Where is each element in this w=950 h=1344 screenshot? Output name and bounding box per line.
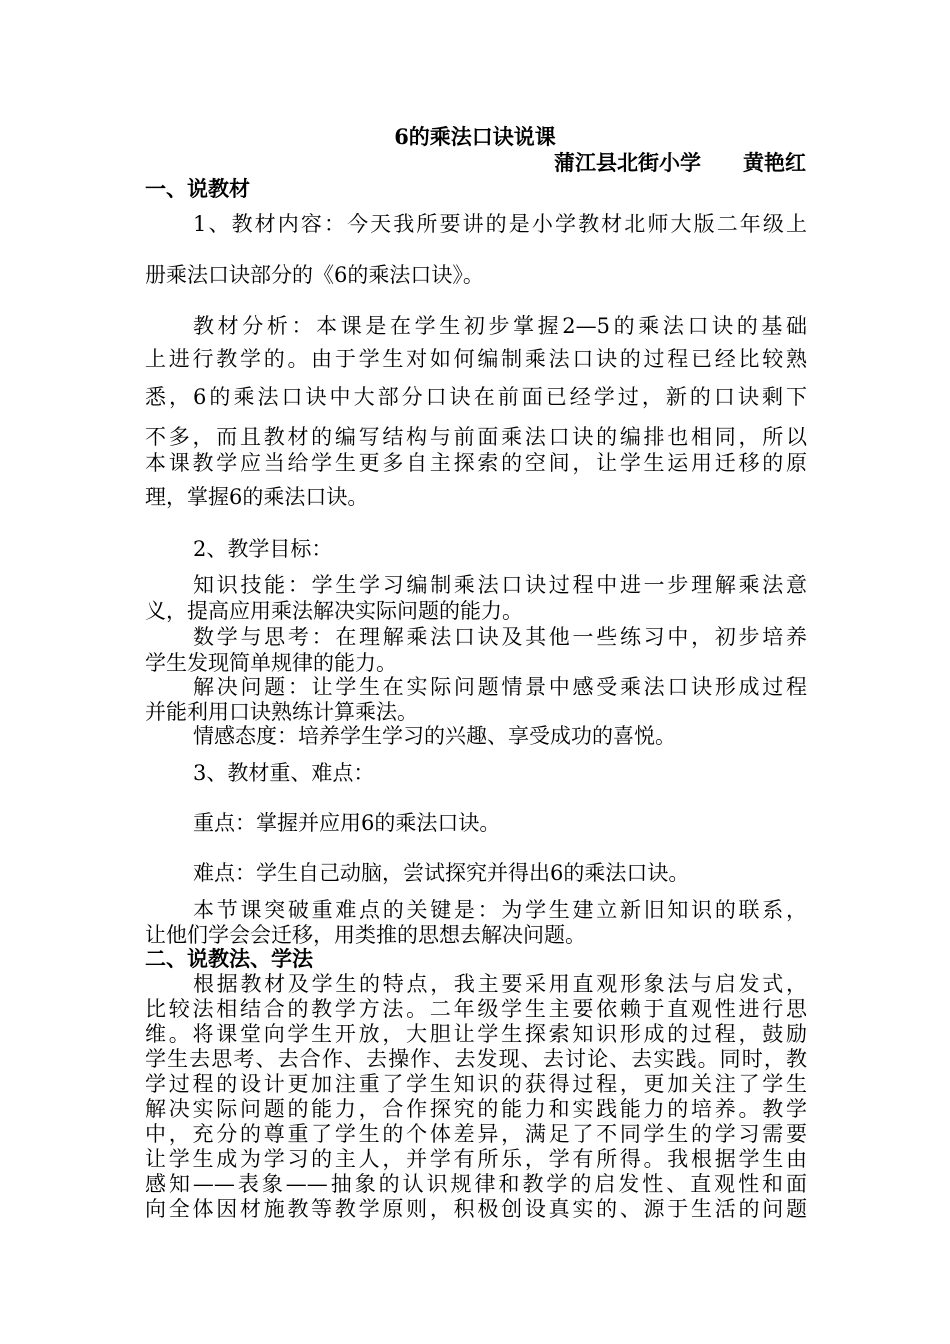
- breakthrough-line: 本节课突破重难点的关键是：为学生建立新旧知识的联系，: [193, 898, 807, 922]
- goal-line: 数学与思考：在理解乘法口诀及其他一些练习中，初步培养: [193, 625, 807, 649]
- difficult-point: 难点：学生自己动脑，尝试探究并得出6的乘法口诀。: [193, 861, 690, 885]
- goal-line: 学生发现简单规律的能力。: [145, 651, 397, 675]
- section-heading-1: 一、说教材: [145, 176, 250, 201]
- method-line: 学过程的设计更加注重了学生知识的获得过程，更加关注了学生: [145, 1072, 807, 1096]
- paragraph-line: 悉，6的乘法口诀中大部分口诀在前面已经学过，新的口诀剩下: [145, 385, 807, 409]
- method-line: 让学生成为学习的主人，并学有所乐，学有所得。我根据学生由: [145, 1147, 807, 1171]
- key-point: 重点：掌握并应用6的乘法口诀。: [193, 811, 501, 835]
- method-line: 比较法相结合的教学方法。二年级学生主要依赖于直观性进行思: [145, 997, 807, 1021]
- goal-line: 义，提高应用乘法解决实际问题的能力。: [145, 599, 523, 623]
- paragraph-line: 1、教材内容：今天我所要讲的是小学教材北师大版二年级上: [193, 212, 807, 236]
- goal-heading: 2、教学目标：: [193, 537, 333, 561]
- method-line: 根据教材及学生的特点，我主要采用直观形象法与启发式，: [193, 972, 807, 996]
- author-byline: 蒲江县北街小学 黄艳红: [554, 150, 806, 175]
- method-line: 感知——表象——抽象的认识规律和教学的启发性、直观性和面: [145, 1172, 807, 1196]
- key-heading: 3、教材重、难点：: [193, 761, 375, 785]
- section-heading-2: 二、说教法、学法: [145, 946, 313, 971]
- goal-line: 并能利用口诀熟练计算乘法。: [145, 700, 418, 724]
- method-line: 解决实际问题的能力，合作探究的能力和实践能力的培养。教学: [145, 1097, 807, 1121]
- paragraph-line: 册乘法口诀部分的《6的乘法口诀》。: [145, 263, 484, 287]
- goal-line: 知识技能：学生学习编制乘法口诀过程中进一步理解乘法意: [193, 573, 807, 597]
- method-line: 向全体因材施教等教学原则，积极创设真实的、源于生活的问题: [145, 1197, 807, 1221]
- breakthrough-line: 让他们学会会迁移，用类推的思想去解决问题。: [145, 923, 586, 947]
- goal-line: 解决问题：让学生在实际问题情景中感受乘法口诀形成过程: [193, 675, 807, 699]
- goal-line: 情感态度：培养学生学习的兴趣、享受成功的喜悦。: [193, 724, 676, 748]
- paragraph-line: 上进行教学的。由于学生对如何编制乘法口诀的过程已经比较熟: [145, 347, 807, 371]
- paragraph-line: 不多，而且教材的编写结构与前面乘法口诀的编排也相同，所以: [145, 425, 807, 449]
- paragraph-line: 教材分析：本课是在学生初步掌握2—5的乘法口诀的基础: [193, 314, 807, 338]
- paragraph-line: 本课教学应当给学生更多自主探索的空间，让学生运用迁移的原: [145, 451, 807, 475]
- method-line: 学生去思考、去合作、去操作、去发现、去讨论、去实践。同时，教: [145, 1047, 807, 1071]
- paragraph-line: 理，掌握6的乘法口诀。: [145, 485, 369, 509]
- document-title: 6的乘法口诀说课: [394, 124, 556, 149]
- method-line: 中，充分的尊重了学生的个体差异，满足了不同学生的学习需要: [145, 1122, 807, 1146]
- method-line: 维。将课堂向学生开放，大胆让学生探索知识形成的过程，鼓励: [145, 1022, 807, 1046]
